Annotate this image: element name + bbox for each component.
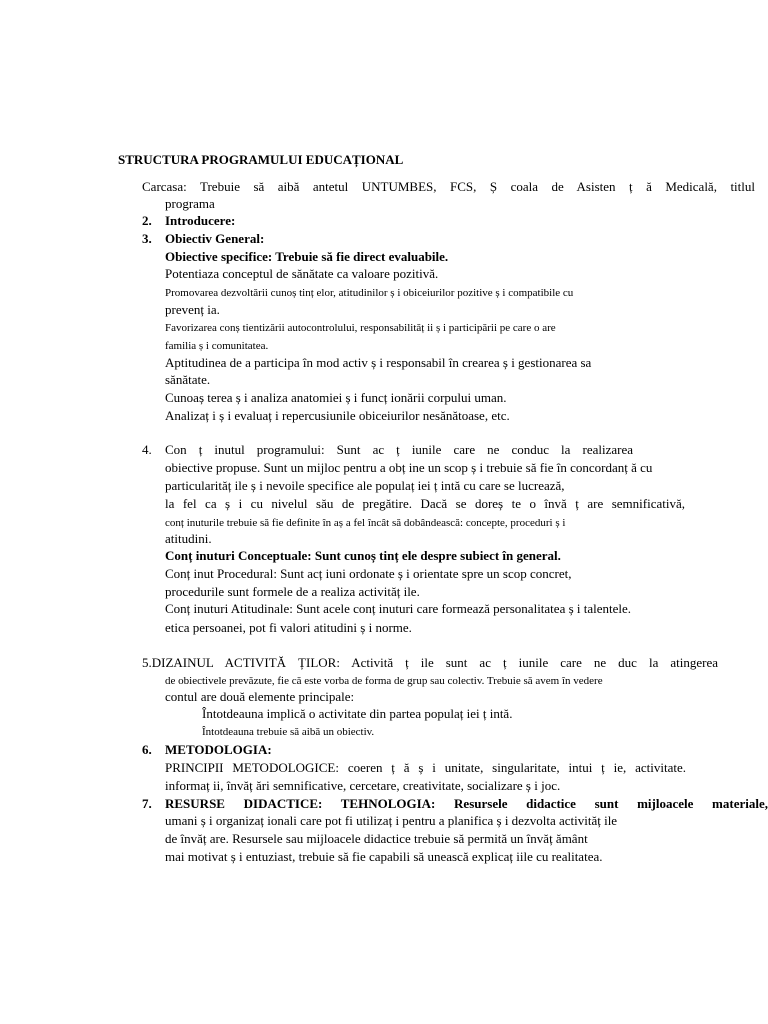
intro-line-1: Carcasa: Trebuie să aibă antetul UNTUMBES, FCS, Ș coala de Asisten ț ă Medicală, titlul	[142, 179, 755, 194]
section-3-line: Potentiaza conceptul de sănătate ca valoare pozitivă.	[165, 266, 439, 281]
section-4-line: etica persoanei, pot fi valori atitudini ș i norme.	[165, 620, 412, 635]
section-3-number: 3.	[142, 231, 152, 246]
section-3-line: Analizaț i ș i evaluaț i repercusiunile obiceiurilor nesănătoase, etc.	[165, 408, 510, 423]
section-4-line: Con ț inutul programului: Sunt ac ț iunile care ne conduc la realizarea	[165, 442, 633, 457]
section-7-heading-line: RESURSE DIDACTICE: TEHNOLOGIA: Resursele didactice sunt mijloacele materiale,	[165, 796, 768, 811]
section-5-line: contul are două elemente principale:	[165, 689, 355, 704]
section-3-line: Aptitudinea de a participa în mod activ ș i responsabil în crearea ș i gestionarea sa	[165, 355, 592, 370]
section-7-line: umani ș i organizaț ionali care pot fi utilizaț i pentru a planifica ș i dezvolta activităț ile	[165, 813, 618, 828]
bullet-text: Întotdeauna implică o activitate din partea populaț iei ț intă.	[202, 706, 513, 721]
section-4-conceptual-contents: Conț inuturi Conceptuale: Sunt cunoș tinț ele despre subiect în general.	[165, 548, 561, 563]
section-4-line: Conț inut Procedural: Sunt acț iuni ordonate ș i orientate spre un scop concret,	[165, 566, 572, 581]
section-4-line: conț inuturile trebuie să fie definite în aș a fel încât să dobândească: concepte, proceduri ș i	[165, 517, 566, 529]
document-title: STRUCTURA PROGRAMULUI EDUCAȚIONAL	[118, 152, 404, 167]
bullet-text: Întotdeauna trebuie să aibă un obiectiv.	[202, 726, 375, 738]
section-4-number: 4.	[142, 442, 152, 457]
section-2-heading: Introducere:	[165, 213, 236, 228]
intro-line-2: programa	[165, 196, 215, 211]
section-5-bullet-1	[188, 706, 512, 722]
section-3-line: Promovarea dezvoltării cunoș tinț elor, atitudinilor ș i obiceiurilor pozitive ș i compatibile cu	[165, 287, 574, 299]
section-3-heading: Obiectiv General:	[165, 231, 265, 246]
section-6-heading: METODOLOGIA:	[165, 742, 272, 757]
section-4-line: obiective propuse. Sunt un mijloc pentru a obț ine un scop ș i trebuie să fie în concordanț ă cu	[165, 460, 653, 475]
section-6-line: informaț ii, învăț ări semnificative, cercetare, creativitate, socializare ș i joc.	[165, 778, 561, 793]
section-5-line: de obiectivele prevăzute, fie că este vorba de forma de grup sau colectiv. Trebuie să avem în vedere	[165, 675, 603, 687]
section-6-number: 6.	[142, 742, 152, 757]
section-3-line: sănătate.	[165, 372, 211, 387]
section-7-line: de învăț are. Resursele sau mijloacele didactice trebuie să permită un învăț ământ	[165, 831, 588, 846]
section-2-number: 2.	[142, 213, 152, 228]
section-3-line: Cunoaș terea ș i analiza anatomiei ș i funcț ionării corpului uman.	[165, 390, 507, 405]
section-4-line: atitudini.	[165, 531, 212, 546]
section-7-line: mai motivat ș i entuziast, trebuie să fie capabili să unească explicaț iile cu realitatea.	[165, 849, 603, 864]
section-3-line: Favorizarea conș tientizării autocontrolului, responsabilităț ii ș i participării pe care o are	[165, 322, 556, 334]
section-5-bullet-2	[188, 724, 374, 740]
section-7-number: 7.	[142, 796, 152, 811]
section-4-line: procedurile sunt formele de a realiza activităț ile.	[165, 584, 420, 599]
section-6-line: PRINCIPII METODOLOGICE: coeren ț ă ș i unitate, singularitate, intui ț ie, activitate.	[165, 760, 686, 775]
section-3-specific-objectives: Obiective specifice: Trebuie să fie direct evaluabile.	[165, 249, 449, 264]
section-5-heading-line: 5.DIZAINUL ACTIVITĂ ȚILOR: Activită ț ile sunt ac ț iunile care ne duc la atingerea	[142, 655, 718, 670]
section-4-line: la fel ca ș i cu nivelul său de pregătire. Dacă se doreș te o învă ț are semnificativă,	[165, 496, 685, 511]
section-4-line: particularităț ile ș i nevoile specifice ale populaț iei ț intă cu care se lucrează,	[165, 478, 565, 493]
section-3-line: familia ș i comunitatea.	[165, 340, 269, 352]
section-3-line: prevenț ia.	[165, 302, 220, 317]
section-4-line: Conț inuturi Atitudinale: Sunt acele conț inuturi care formează personalitatea ș i talentele.	[165, 601, 632, 616]
